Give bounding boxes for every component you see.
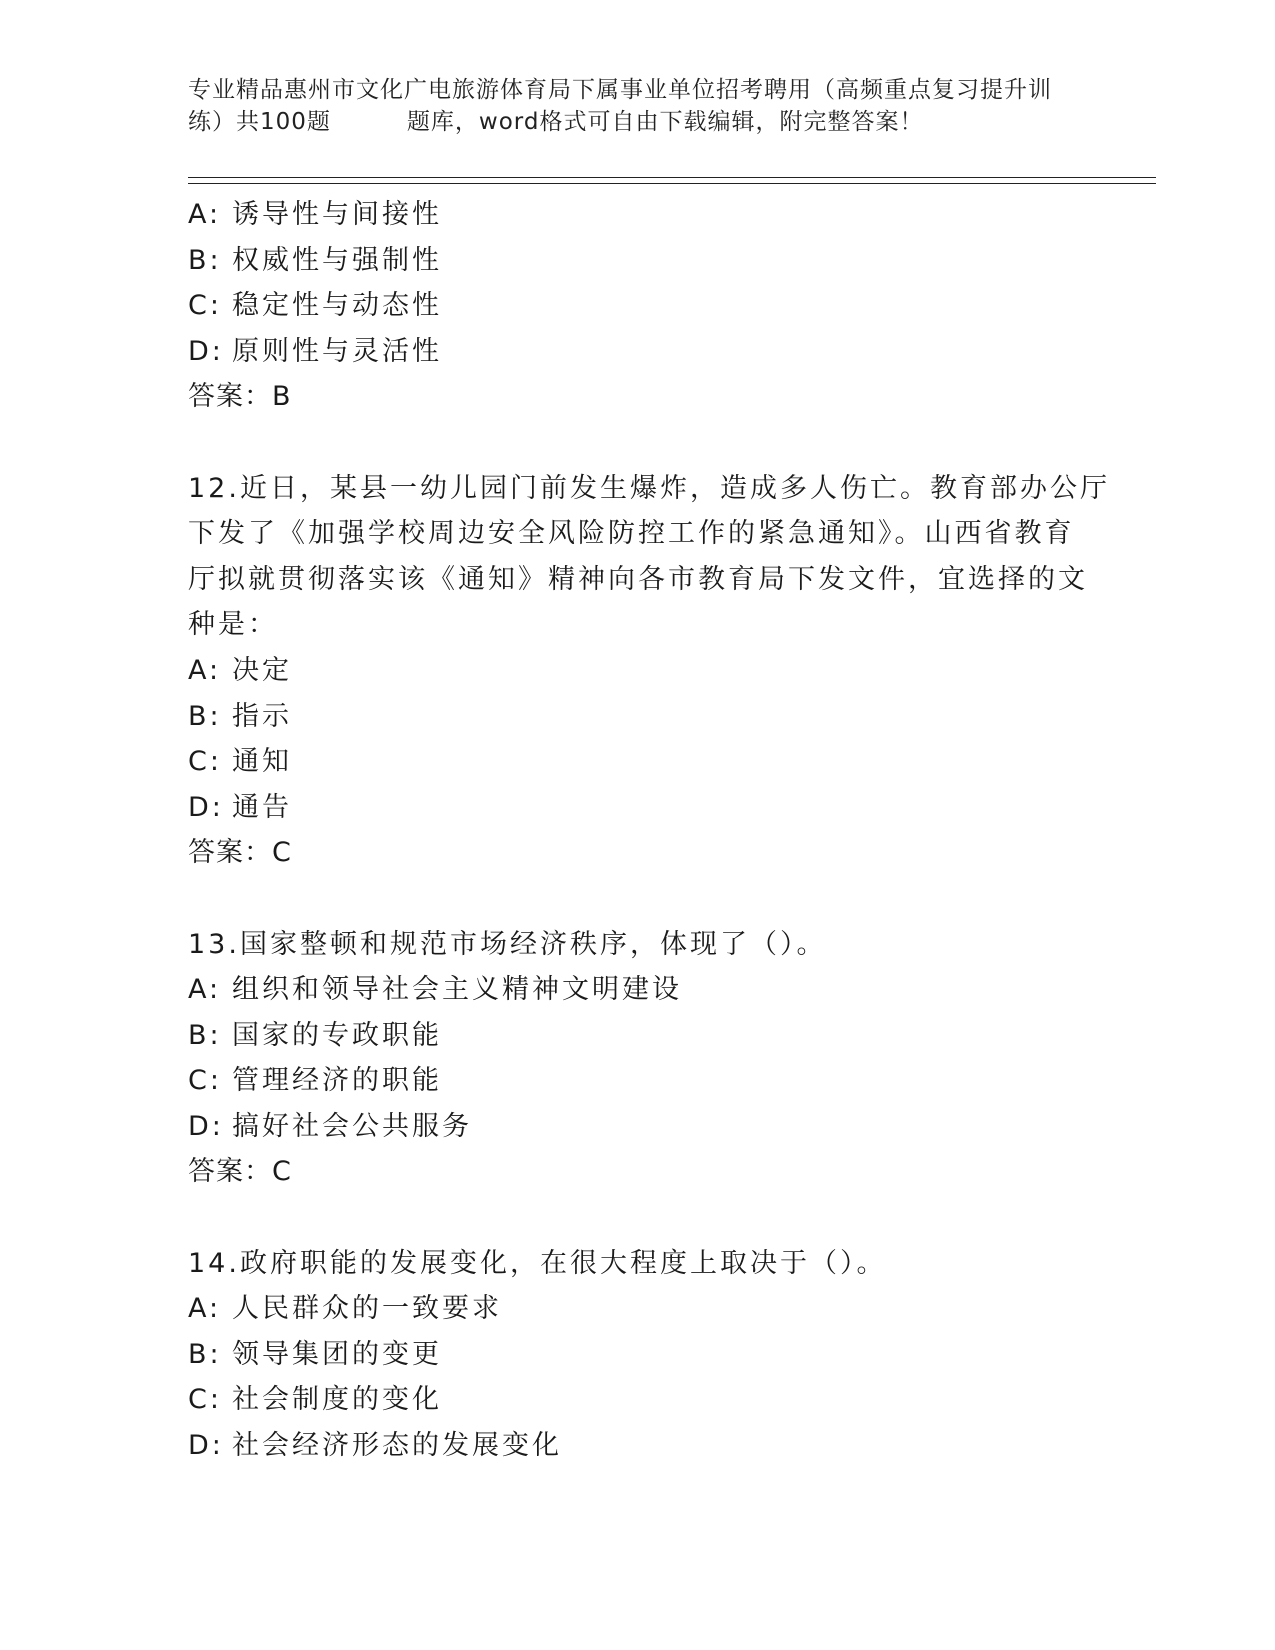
question-stem-line: 13.国家整顿和规范市场经济秩序，体现了（）。 — [188, 928, 827, 960]
question-stem-line: 厅拟就贯彻落实该《通知》精神向各市教育局下发文件，宜选择的文 — [188, 563, 1088, 595]
option-d: D: 通告 — [188, 791, 292, 823]
option-a: A: 诱导性与间接性 — [188, 199, 442, 230]
header-divider-top — [188, 177, 1156, 178]
question-11-continued — [188, 192, 1088, 420]
page-header — [188, 74, 1088, 138]
option-c: C: 稳定性与动态性 — [188, 290, 442, 322]
header-divider-bottom — [188, 183, 1156, 184]
header-line-1: 专业精品惠州市文化广电旅游体育局下属事业单位招考聘用（高频重点复习提升训 — [188, 77, 1052, 103]
option-c: C: 管理经济的职能 — [188, 1065, 442, 1097]
option-c: C: 通知 — [188, 746, 292, 778]
header-line-2-right: 题库，word格式可自由下载编辑，附完整答案！ — [406, 109, 924, 135]
question-13 — [188, 922, 1088, 1196]
option-a: A: 组织和领导社会主义精神文明建设 — [188, 974, 682, 1006]
option-b: B: 领导集团的变更 — [188, 1338, 442, 1370]
option-a: A: 决定 — [188, 654, 292, 686]
option-d: D: 社会经济形态的发展变化 — [188, 1430, 562, 1462]
question-stem-line: 种是： — [188, 609, 278, 641]
option-c: C: 社会制度的变化 — [188, 1384, 442, 1416]
question-list — [188, 192, 1110, 1469]
answer-line: 答案：C — [188, 1156, 292, 1188]
answer-line: 答案：C — [188, 837, 292, 869]
question-stem-line: 14.政府职能的发展变化，在很大程度上取决于（）。 — [188, 1247, 887, 1279]
question-stem-line: 下发了《加强学校周边安全风险防控工作的紧急通知》。山西省教育 — [188, 518, 1075, 550]
option-b: B: 国家的专政职能 — [188, 1019, 442, 1051]
question-14 — [188, 1241, 1088, 1469]
header-line-2-left: 练）共100题 — [188, 109, 331, 135]
question-stem-line: 12.近日，某县一幼儿园门前发生爆炸，造成多人伤亡。教育部办公厅 — [188, 472, 1110, 504]
option-b: B: 权威性与强制性 — [188, 244, 442, 276]
option-d: D: 原则性与灵活性 — [188, 335, 442, 367]
header-line-2 — [188, 106, 1088, 138]
option-b: B: 指示 — [188, 700, 292, 732]
question-12 — [188, 466, 1110, 876]
option-a: A: 人民群众的一致要求 — [188, 1293, 502, 1325]
answer-line: 答案：B — [188, 381, 292, 413]
option-d: D: 搞好社会公共服务 — [188, 1110, 472, 1142]
